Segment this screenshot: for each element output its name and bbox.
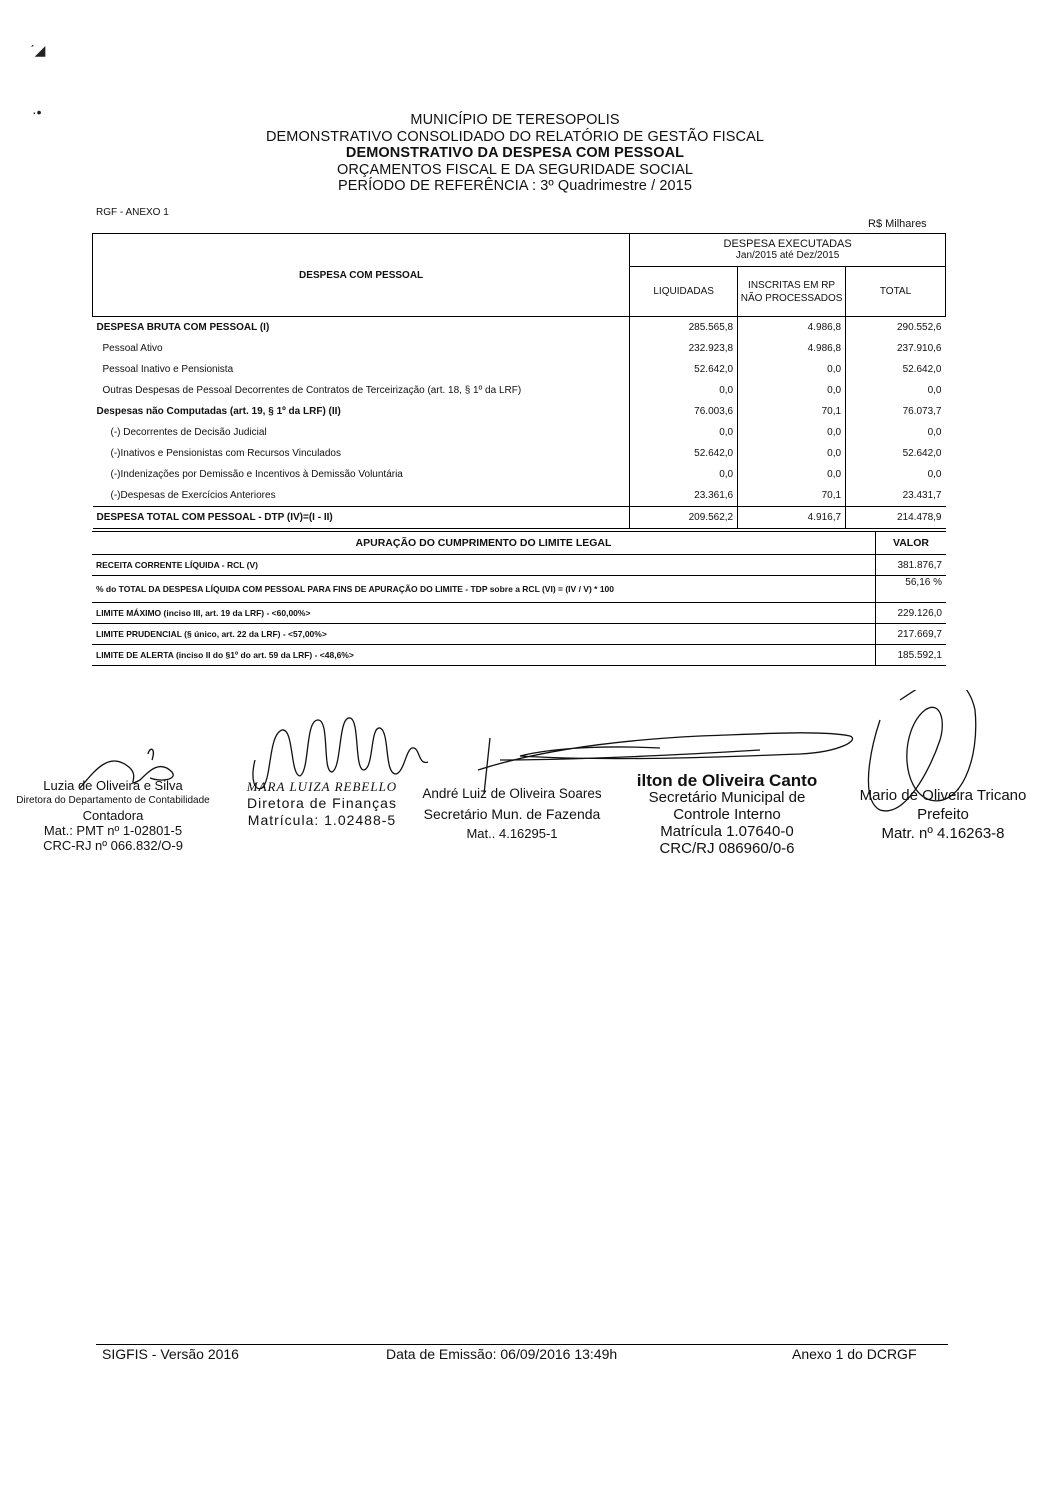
cell-rp: 0,0 [738, 380, 846, 401]
row-label: Despesas não Computadas (art. 19, § 1º da LRF) (II) [96, 406, 341, 417]
group-period: Jan/2015 até Dez/2015 [735, 250, 840, 261]
row-label: Outras Despesas de Pessoal Decorrentes de Contratos de Terceirização (art. 18, § 1º da LRF) [102, 385, 522, 396]
signer-role: Secretário Mun. de Fazenda [423, 806, 601, 822]
report-title: DEMONSTRATIVO CONSOLIDADO DO RELATÓRIO DE GESTÃO FISCAL [265, 128, 765, 145]
cell-rp: 0,0 [738, 464, 846, 485]
col-header-rp-line2: NÃO PROCESSADOS [740, 292, 843, 304]
signature-internal-control [612, 772, 842, 857]
col-header-total: TOTAL [846, 267, 946, 317]
signer-role: Secretário Municipal de [648, 789, 806, 806]
legal-limit-table [92, 531, 946, 666]
signature-area [0, 690, 1058, 890]
cell-liquidadas: 0,0 [630, 422, 738, 443]
signer-role: Diretora do Departamento de Contabilidade [16, 795, 210, 806]
signature-finance-secretary [412, 784, 612, 844]
signer-title: Contadora [82, 808, 144, 823]
cell-rp: 0,0 [738, 422, 846, 443]
cell-total: 76.073,7 [846, 401, 946, 422]
cell-liquidadas: 209.562,2 [630, 507, 738, 529]
cell-rp: 70,1 [738, 485, 846, 507]
expense-table [92, 233, 946, 529]
table-row [92, 624, 946, 645]
scan-speck: ·• [32, 104, 42, 120]
row-label: Pessoal Ativo [102, 343, 163, 354]
col-header-expense: DESPESA COM PESSOAL [93, 234, 630, 317]
cell-liquidadas: 0,0 [630, 464, 738, 485]
cell-total: 0,0 [846, 464, 946, 485]
document-header [200, 112, 830, 195]
budget-scope: ORÇAMENTOS FISCAL E DA SEGURIDADE SOCIAL [336, 161, 694, 178]
table-row [92, 555, 946, 576]
limit-label: LIMITE MÁXIMO (inciso III, art. 19 da LRF) - <60,00%> [92, 603, 876, 624]
table-row [93, 443, 946, 464]
signature-mayor [838, 786, 1048, 843]
limit-label: LIMITE PRUDENCIAL (§ único, art. 22 da LRF) - <57,00%> [92, 624, 876, 645]
signer-name: Luzia de Oliveira e Silva [43, 778, 183, 793]
cell-total: 23.431,7 [846, 485, 946, 507]
cell-total: 214.478,9 [846, 507, 946, 529]
row-label: (-)Inativos e Pensionistas com Recursos Vinculados [110, 448, 341, 459]
signer-registration: Matrícula: 1.02488-5 [247, 812, 397, 828]
limits-value-header: VALOR [876, 532, 947, 555]
row-label: (-) Decorrentes de Decisão Judicial [110, 427, 267, 438]
table-row [93, 380, 946, 401]
signer-role: Diretora de Finanças [247, 795, 397, 811]
signer-registration: Matrícula 1.07640-0 [660, 823, 794, 840]
cell-liquidadas: 285.565,8 [630, 317, 738, 339]
col-header-rp-line1: INSCRITAS EM RP [748, 279, 836, 291]
table-row [92, 645, 946, 666]
table-row [93, 422, 946, 443]
cell-liquidadas: 0,0 [630, 380, 738, 401]
limit-value: 217.669,7 [876, 624, 947, 645]
cell-rp: 70,1 [738, 401, 846, 422]
footer-divider [96, 1344, 948, 1345]
cell-total: 290.552,6 [846, 317, 946, 339]
col-group-executed [630, 234, 946, 267]
cell-rp: 0,0 [738, 359, 846, 380]
signer-registration: Matr. nº 4.16263-8 [881, 825, 1005, 842]
row-label: Pessoal Inativo e Pensionista [102, 364, 234, 375]
signer-registration: Mat.. 4.16295-1 [466, 826, 558, 841]
signer-crc: CRC/RJ 086960/0-6 [659, 840, 795, 857]
col-header-rp [738, 267, 846, 317]
table-row [93, 401, 946, 422]
cell-liquidadas: 76.003,6 [630, 401, 738, 422]
table-row [92, 603, 946, 624]
limit-value: 56,16 % [876, 576, 947, 603]
signer-title: Controle Interno [673, 806, 781, 823]
cell-total: 52.642,0 [846, 359, 946, 380]
signer-crc: CRC-RJ nº 066.832/O-9 [43, 838, 183, 853]
row-label: (-)Despesas de Exercícios Anteriores [110, 490, 276, 501]
table-row [93, 359, 946, 380]
cell-total: 52.642,0 [846, 443, 946, 464]
signer-name: André Luiz de Oliveira Soares [422, 786, 602, 801]
limit-label: % do TOTAL DA DESPESA LÍQUIDA COM PESSOAL PARA FINS DE APURAÇÃO DO LIMITE - TDP sobre a RCL (VI) = (IV / V) * 100 [92, 576, 876, 603]
cell-liquidadas: 23.361,6 [630, 485, 738, 507]
limit-value: 381.876,7 [876, 555, 947, 576]
table-row-total [93, 507, 946, 529]
table-row [92, 576, 946, 603]
cell-liquidadas: 232.923,8 [630, 338, 738, 359]
limits-title: APURAÇÃO DO CUMPRIMENTO DO LIMITE LEGAL [92, 532, 876, 555]
signer-role: Prefeito [917, 806, 969, 823]
footer-annex: Anexo 1 do DCRGF [792, 1346, 917, 1362]
limit-value: 185.592,1 [876, 645, 947, 666]
cell-liquidadas: 52.642,0 [630, 359, 738, 380]
limit-value: 229.126,0 [876, 603, 947, 624]
signature-contadora [8, 778, 218, 853]
col-header-liquidadas: LIQUIDADAS [630, 267, 738, 317]
cell-total: 237.910,6 [846, 338, 946, 359]
limit-label: RECEITA CORRENTE LÍQUIDA - RCL (V) [92, 555, 876, 576]
table-row [93, 338, 946, 359]
cell-rp: 0,0 [738, 443, 846, 464]
row-label: DESPESA TOTAL COM PESSOAL - DTP (IV)=(I - II) [93, 507, 630, 529]
signature-finance-director [222, 778, 422, 829]
cell-rp: 4.986,8 [738, 317, 846, 339]
currency-label: R$ Milhares [868, 218, 927, 230]
annex-label: RGF - ANEXO 1 [96, 207, 169, 218]
signer-registration: Mat.: PMT nº 1-02801-5 [43, 823, 183, 838]
row-label: (-)Indenizações por Demissão e Incentivos à Demissão Voluntária [110, 469, 403, 480]
cell-rp: 4.916,7 [738, 507, 846, 529]
statement-title: DEMONSTRATIVO DA DESPESA COM PESSOAL [345, 145, 685, 161]
cell-total: 0,0 [846, 380, 946, 401]
group-title: DESPESA EXECUTADAS [723, 238, 852, 250]
signer-name: ilton de Oliveira Canto [636, 771, 818, 790]
row-label: DESPESA BRUTA COM PESSOAL (I) [96, 322, 270, 333]
signer-name: Mario de Oliveira Tricano [859, 787, 1027, 804]
cell-rp: 4.986,8 [738, 338, 846, 359]
signer-name: MARA LUIZA REBELLO [246, 779, 398, 794]
table-row [93, 317, 946, 339]
footer-version: SIGFIS - Versão 2016 [102, 1346, 239, 1362]
table-row [93, 464, 946, 485]
cell-liquidadas: 52.642,0 [630, 443, 738, 464]
scan-speck: ˊ◢ [30, 42, 46, 58]
limit-label: LIMITE DE ALERTA (inciso II do §1º do art. 59 da LRF) - <48,6%> [92, 645, 876, 666]
table-row [93, 485, 946, 507]
footer-emission-date: Data de Emissão: 06/09/2016 13:49h [386, 1346, 618, 1362]
reference-period: PERÍODO DE REFERÊNCIA : 3º Quadrimestre / 2015 [338, 178, 692, 194]
municipality-title: MUNICÍPIO DE TERESOPOLIS [410, 112, 620, 128]
cell-total: 0,0 [846, 422, 946, 443]
